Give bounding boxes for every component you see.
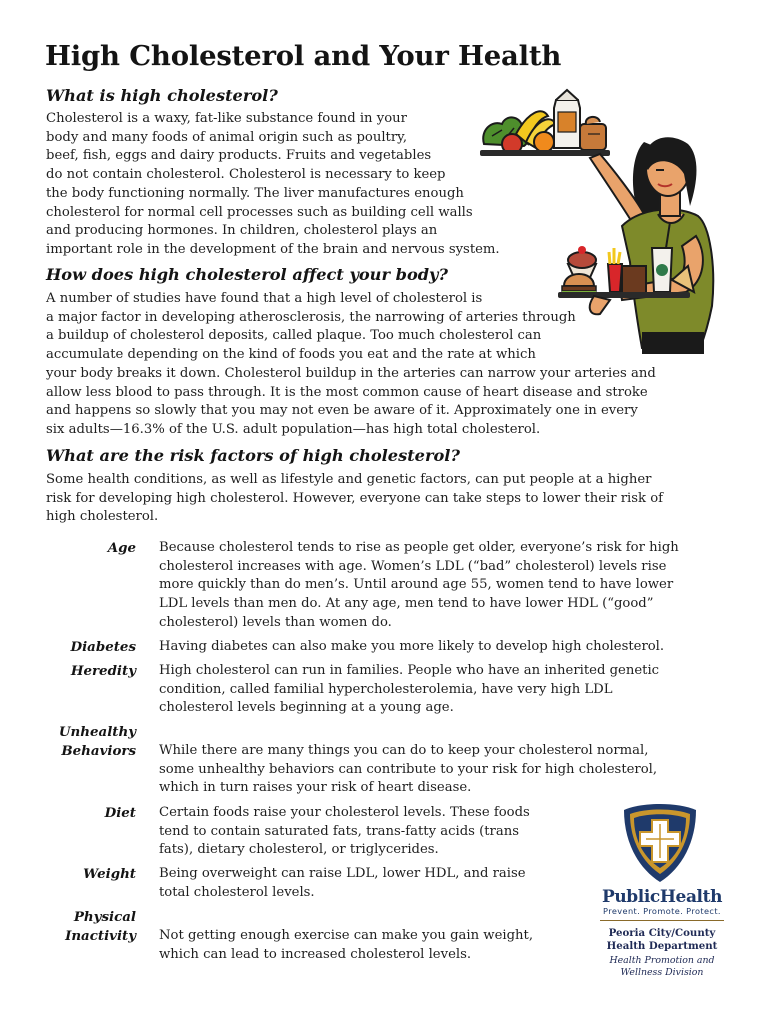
factor-line: Because cholesterol tends to rise as people get older, everyone’s risk for high [159, 540, 679, 555]
factor-term-line: Weight [83, 866, 136, 882]
factor-term-physical-inactivity [0, 908, 136, 945]
factor-description-age [159, 539, 679, 633]
logo-department-line: Health Department [606, 940, 718, 952]
logo-tagline: Prevent. Promote. Protect. [603, 906, 721, 916]
paragraph-line: beef, fish, eggs and dairy products. Fruits and vegetables [46, 148, 432, 164]
paragraph-line: a buildup of cholesterol deposits, called plaque. Too much cholesterol can [46, 328, 542, 344]
paragraph-line: your body breaks it down. Cholesterol buildup in the arteries can narrow your arteries and [46, 365, 656, 381]
factor-line: Being overweight can raise LDL, lower HDL, and raise [159, 866, 526, 881]
factor-line: some unhealthy behaviors can contribute to your risk for high cholesterol, [159, 761, 658, 777]
factor-term-line: Inactivity [65, 927, 136, 944]
factor-line: fats), dietary cholesterol, or triglycerides. [159, 842, 439, 858]
factor-term-line: Diabetes [70, 639, 136, 655]
logo-department [598, 927, 726, 953]
factor-term-weight [0, 865, 136, 884]
section-heading-risk-factors: What are the risk factors of high cholesterol? [46, 446, 460, 465]
paragraph-line: accumulate depending on the kind of foods you eat and the rate at which [46, 347, 536, 363]
paragraph-line: risk for developing high cholesterol. However, everyone can take steps to lower their risk of [46, 490, 664, 506]
paragraph-line: cholesterol for normal cell processes such as building cell walls [46, 204, 473, 220]
factor-line: cholesterol increases with age. Women’s LDL (“bad” cholesterol) levels rise [159, 558, 667, 574]
paragraph-line: Some health conditions, as well as lifestyle and genetic factors, can put people at a higher [46, 472, 652, 487]
factor-line: cholesterol) levels than women do. [159, 614, 392, 630]
factor-description-diabetes [159, 638, 664, 657]
factor-term-line: Behaviors [61, 742, 136, 759]
woman-carrying-food-trays-illustration [472, 86, 732, 358]
factor-description-weight [159, 865, 526, 902]
factor-line: cholesterol levels beginning at a young age. [159, 700, 454, 716]
paragraph-line: allow less blood to pass through. It is the most common cause of heart disease and stroke [46, 384, 648, 400]
paragraph-line: do not contain cholesterol. Cholesterol is necessary to keep [46, 167, 446, 183]
milk-carton-icon [554, 90, 580, 148]
factor-term-diet [0, 804, 136, 823]
factor-description-physical-inactivity [159, 927, 533, 964]
paragraph-line: important role in the development of the brain and nervous system. [46, 241, 500, 257]
factor-line: Not getting enough exercise can make you gain weight, [159, 928, 534, 943]
logo-division-line: Health Promotion and [609, 955, 715, 966]
section-heading-affect: How does high cholesterol affect your body? [46, 265, 448, 284]
paragraph-line: a major factor in developing atherosclerosis, the narrowing of arteries through [46, 309, 576, 325]
factor-line: tend to contain saturated fats, trans-fatty acids (trans [159, 823, 519, 839]
bread-icon [580, 117, 606, 150]
factor-line: total cholesterol levels. [159, 884, 315, 900]
paragraph-line: and happens so slowly that you may not even be aware of it. Approximately one in every [46, 403, 638, 419]
factor-term-age [0, 539, 136, 558]
factor-line: which can lead to increased cholesterol levels. [159, 946, 472, 962]
factor-line: which in turn raises your risk of heart disease. [159, 780, 472, 796]
factor-description-heredity [159, 662, 659, 718]
logo-name: PublicHealth [601, 887, 723, 907]
section-paragraph-risk-factors [46, 471, 663, 527]
factor-term-line: Heredity [70, 663, 136, 679]
section-heading-what-is: What is high cholesterol? [46, 86, 278, 105]
logo-divider [600, 920, 724, 921]
paragraph-line: high cholesterol. [46, 509, 159, 525]
logo-division-line: Wellness Division [620, 967, 704, 978]
paragraph-line: body and many foods of animal origin such as poultry, [46, 129, 408, 145]
upper-tray-icon [480, 150, 610, 156]
section-paragraph-what-is [46, 110, 500, 260]
factor-term-line: Physical [73, 909, 136, 925]
factor-line: High cholesterol can run in families. People who have an inherited genetic [159, 663, 660, 678]
factor-line: While there are many things you can do to keep your cholesterol normal, [159, 743, 649, 758]
page-title: High Cholesterol and Your Health [45, 40, 562, 72]
factor-line: Having diabetes can also make you more likely to develop high cholesterol. [159, 639, 665, 654]
public-health-shield-logo-icon [622, 802, 698, 884]
factor-line: more quickly than do men’s. Until around age 55, women tend to have lower [159, 577, 674, 593]
factor-line: LDL levels than men do. At any age, men tend to have lower HDL (“good” [159, 596, 654, 612]
factor-term-heredity [0, 662, 136, 681]
factor-description-unhealthy-behaviors [159, 742, 657, 798]
factor-term-line: Unhealthy [58, 724, 136, 740]
factor-term-line: Diet [104, 805, 136, 821]
paragraph-line: six adults—16.3% of the U.S. adult population—has high total cholesterol. [46, 421, 541, 437]
lower-tray-icon [558, 292, 690, 298]
factor-description-diet [159, 804, 530, 860]
paragraph-line: Cholesterol is a waxy, fat-like substance found in your [46, 111, 407, 126]
paragraph-line: A number of studies have found that a high level of cholesterol is [46, 291, 483, 306]
factor-term-unhealthy-behaviors [0, 723, 136, 760]
paragraph-line: and producing hormones. In children, cholesterol plays an [46, 223, 438, 239]
factor-term-line: Age [107, 540, 136, 556]
factor-line: Certain foods raise your cholesterol levels. These foods [159, 805, 530, 820]
factor-line: condition, called familial hypercholesterolemia, have very high LDL [159, 681, 613, 697]
paragraph-line: the body functioning normally. The liver manufactures enough [46, 185, 464, 201]
produce-icon [483, 111, 556, 154]
factor-term-diabetes [0, 638, 136, 657]
logo-division [598, 955, 726, 979]
logo-department-line: Peoria City/County [608, 927, 716, 939]
